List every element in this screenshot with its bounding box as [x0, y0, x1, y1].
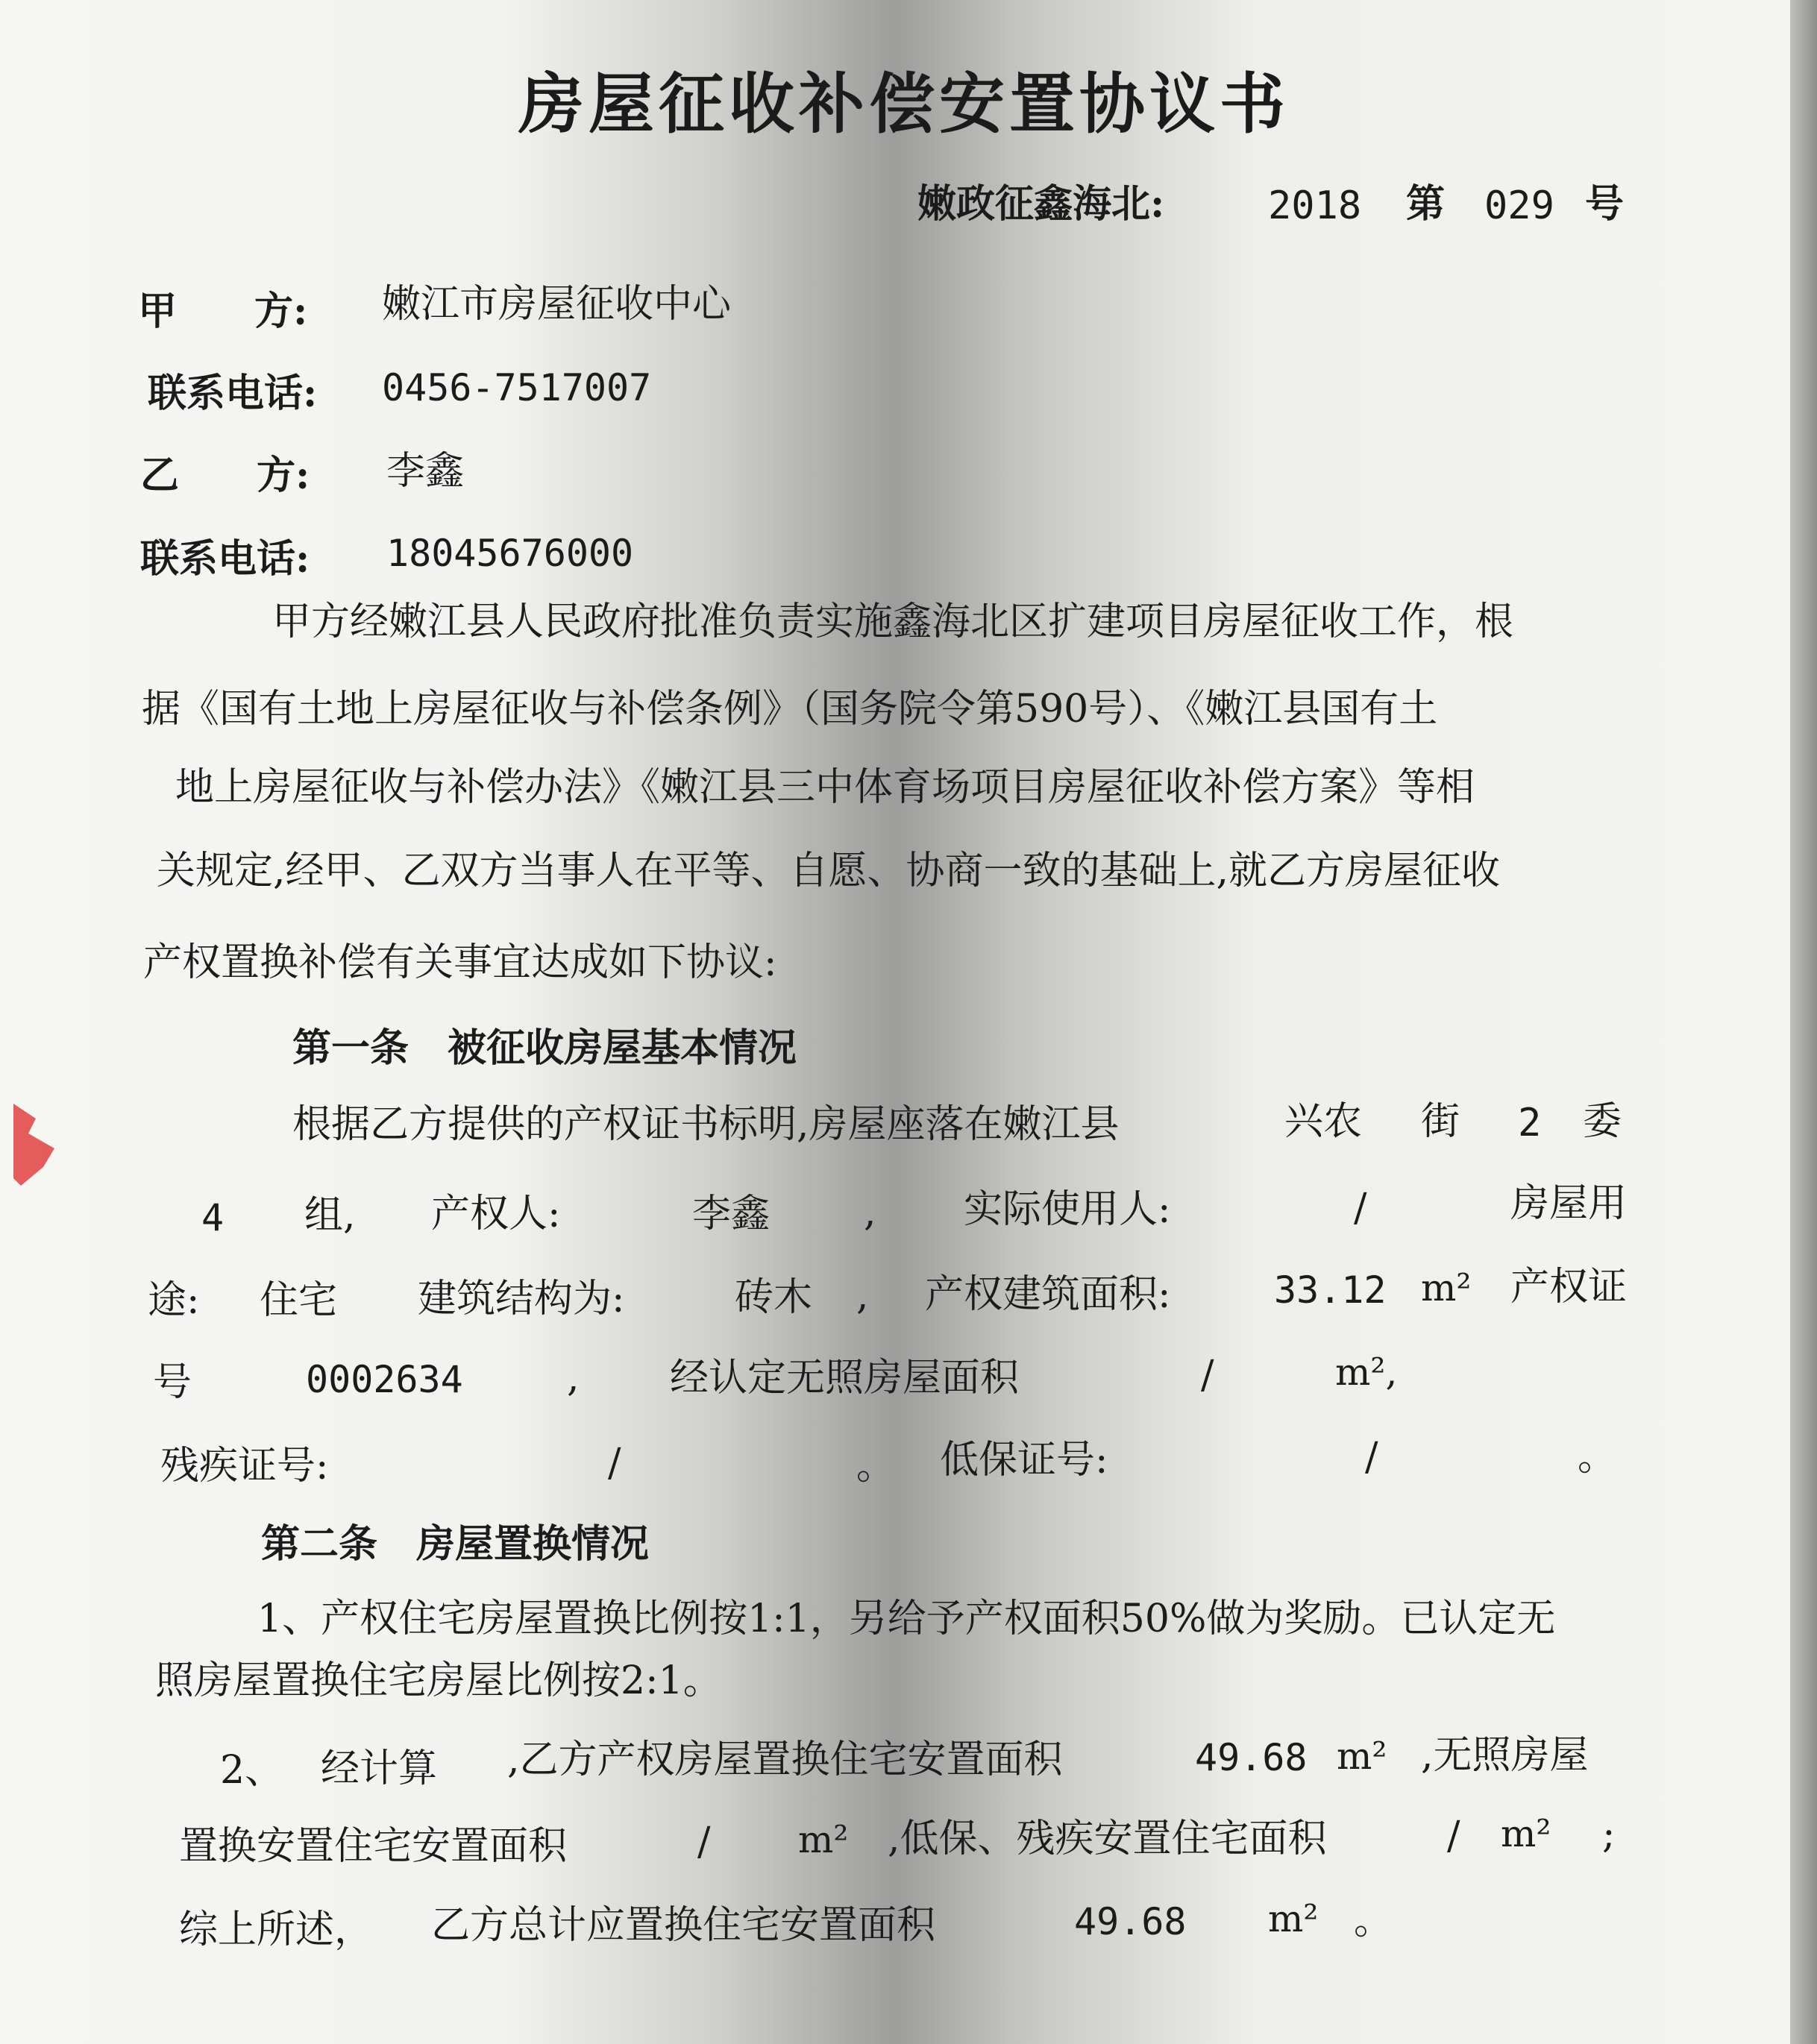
- party-a-value: 嫩江市房屋征收中心: [382, 282, 732, 327]
- cert-label: 产权证: [1510, 1265, 1628, 1309]
- ratio-line-2: 照房屋置换住宅房屋比例按2:1。: [155, 1658, 722, 1703]
- cert-comma: ,: [567, 1356, 580, 1400]
- intro-line: 地上房屋征收与补偿办法》《嫩江县三中体育场项目房屋征收补偿方案》等相: [175, 765, 1475, 810]
- house-use-label-cont: 途:: [148, 1278, 200, 1323]
- street-name: 兴农: [1284, 1099, 1363, 1144]
- special-resettle-unit: m²: [1501, 1812, 1551, 1855]
- house-use-value: 住宅: [260, 1278, 338, 1323]
- street-suffix: 街: [1421, 1099, 1460, 1144]
- doc-number-prefix: 嫩政征鑫海北:: [917, 181, 1165, 227]
- ratio-line-1: 1、产权住宅房屋置换比例按1:1，另给予产权面积50%做为奖励。已认定无: [257, 1597, 1556, 1641]
- party-a-phone-label: 联系电话:: [148, 371, 318, 416]
- total-resettle-unit: m²: [1268, 1897, 1319, 1940]
- intro-line: 据《国有土地上房屋征收与补偿条例》（国务院令第590号）、《嫩江县国有土: [142, 687, 1438, 732]
- unlicensed-area-label: 经认定无照房屋面积: [670, 1356, 1020, 1400]
- special-resettle-semicolon: ;: [1602, 1812, 1616, 1857]
- total-resettle-dot: 。: [1354, 1899, 1393, 1943]
- area-unit: m²: [1421, 1266, 1472, 1309]
- group-suffix: 组,: [304, 1193, 356, 1238]
- summary-label: 综上所述，: [179, 1908, 374, 1952]
- house-use-label: 房屋用: [1510, 1181, 1628, 1226]
- doc-number-hao: 号: [1585, 181, 1625, 227]
- unlicensed-resettle-unit: m²: [798, 1818, 849, 1861]
- doc-number-year: 2018: [1268, 183, 1362, 228]
- owner-value: 李鑫: [692, 1192, 771, 1236]
- owner-comma: ,: [864, 1190, 876, 1235]
- unlicensed-resettle-label: 置换安置住宅安置面积: [179, 1824, 568, 1869]
- owner-label: 产权人:: [431, 1192, 561, 1236]
- property-resettle-area: 49.68: [1195, 1736, 1308, 1779]
- party-a-phone-value: 0456-7517007: [382, 366, 652, 409]
- calc-number: 2、: [220, 1748, 284, 1793]
- committee-suffix: 委: [1583, 1099, 1622, 1144]
- unlicensed-resettle-value: /: [697, 1820, 711, 1864]
- party-b-phone-label: 联系电话:: [140, 536, 310, 582]
- article1-heading: 第一条 被征收房屋基本情况: [292, 1025, 797, 1071]
- party-a-label: 甲 方:: [138, 289, 308, 334]
- cert-label-cont: 号: [153, 1360, 192, 1405]
- location-text: 根据乙方提供的产权证书标明,房屋座落在嫩江县: [292, 1102, 1120, 1147]
- group-number: 4: [201, 1196, 225, 1239]
- structure-label: 建筑结构为:: [418, 1277, 625, 1321]
- committee-number: 2: [1518, 1101, 1542, 1145]
- seal-stamp-fragment: [13, 1096, 66, 1201]
- page-edge-shadow: [1790, 0, 1817, 2044]
- doc-number-num: 029: [1484, 183, 1554, 228]
- area-label: 产权建筑面积:: [925, 1272, 1171, 1317]
- article2-heading: 第二条 房屋置换情况: [261, 1521, 650, 1567]
- cert-number: 0002634: [306, 1358, 463, 1401]
- area-value: 33.12: [1274, 1268, 1387, 1312]
- party-b-value: 李鑫: [386, 449, 465, 494]
- intro-line: 关规定,经甲、乙双方当事人在平等、自愿、协商一致的基础上,就乙方房屋征收: [157, 849, 1501, 893]
- property-resettle-unit: m²: [1337, 1735, 1387, 1778]
- doc-number-di: 第: [1406, 181, 1446, 227]
- actual-user-value: /: [1354, 1186, 1367, 1230]
- low-income-dot: 。: [1578, 1435, 1617, 1479]
- unlicensed-area-unit: m²,: [1335, 1350, 1398, 1394]
- summary-text: 乙方总计应置换住宅安置面积: [431, 1903, 936, 1948]
- disability-dot: 。: [856, 1444, 896, 1488]
- intro-line: 甲方经嫩江县人民政府批准负责实施鑫海北区扩建项目房屋征收工作，根: [272, 600, 1514, 644]
- document-title: 房屋征收补偿安置协议书: [518, 65, 1290, 142]
- structure-comma: ,: [856, 1274, 869, 1318]
- party-b-phone-value: 18045676000: [386, 532, 634, 575]
- calc-label: 经计算: [321, 1746, 438, 1791]
- unlicensed-label: ,无照房屋: [1421, 1733, 1589, 1778]
- calc-text: ,乙方产权房屋置换住宅安置面积: [507, 1738, 1063, 1782]
- actual-user-label: 实际使用人:: [964, 1187, 1171, 1232]
- total-resettle-area: 49.68: [1074, 1900, 1187, 1943]
- disability-cert-value: /: [608, 1441, 621, 1485]
- intro-line: 产权置换补偿有关事宜达成如下协议:: [143, 940, 777, 985]
- special-resettle-label: ,低保、残疾安置住宅面积: [888, 1817, 1327, 1861]
- low-income-cert-value: /: [1365, 1435, 1378, 1479]
- unlicensed-area-value: /: [1201, 1353, 1214, 1397]
- special-resettle-value: /: [1447, 1814, 1460, 1858]
- party-b-label: 乙 方:: [140, 453, 310, 498]
- structure-value: 砖木: [735, 1275, 813, 1320]
- disability-cert-label: 残疾证号:: [160, 1444, 329, 1488]
- low-income-cert-label: 低保证号:: [940, 1438, 1108, 1482]
